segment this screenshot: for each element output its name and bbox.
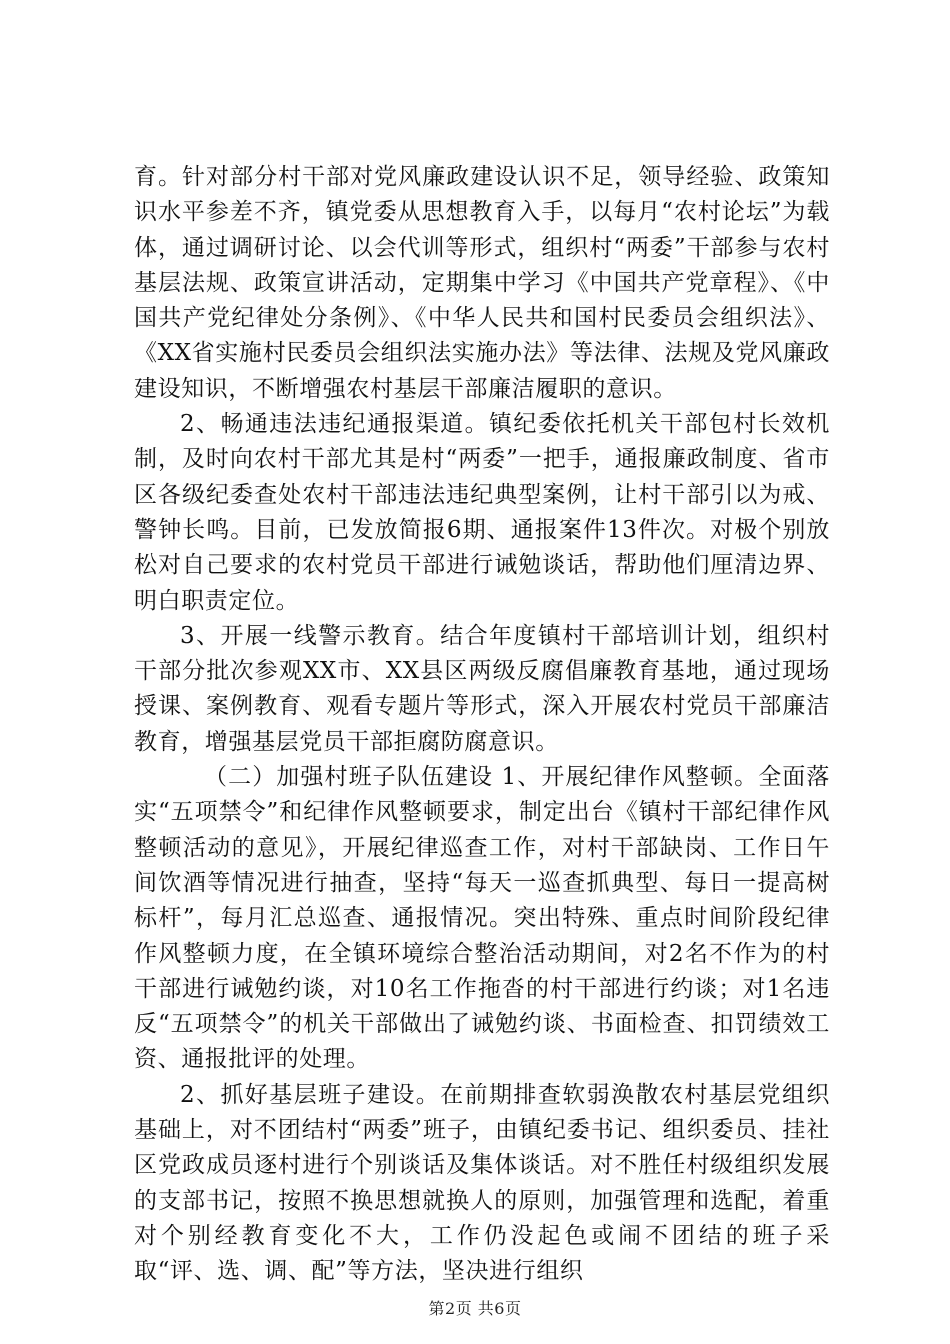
paragraph-section-2-item-2: 2、抓好基层班子建设。在前期排查软弱涣散农村基层党组织基础上，对不团结村“两委”班子，由镇纪委书记、组织委员、挂社区党政成员逐村进行个别谈话及集体谈话。对不胜任村级组织发展的支部书记，按照不换思想就换人的原则，加强管理和选配，着重对个别经教育变化不大，工作仍没起色或闹不团结的班子采取“评、选、调、配”等方法，坚决进行组织: [134, 1081, 830, 1285]
paragraph-section-2: （二）加强村班子队伍建设 1、开展纪律作风整顿。全面落实“五项禁令”和纪律作风整顿要求，制定出台《镇村干部纪律作风整顿活动的意见》，开展纪律巡查工作，对村干部缺岗、工作日午间饮酒等情况进行抽查，坚持“每天一巡查抓典型、每日一提高树标杆”，每月汇总巡查、通报情况。突出特殊、重点时间阶段纪律作风整顿力度，在全镇环境综合整治活动期间，对2名不作为的村干部进行诫勉约谈，对10名工作拖沓的村干部进行约谈；对1名违反“五项禁令”的机关干部做出了诫勉约谈、书面检查、扣罚绩效工资、通报批评的处理。: [134, 764, 830, 1073]
paragraph-continuation: 育。针对部分村干部对党风廉政建设认识不足，领导经验、政策知识水平参差不齐，镇党委从思想教育入手，以每月“农村论坛”为载体，通过调研讨论、以会代训等形式，组织村“两委”干部参与农村基层法规、政策宣讲活动，定期集中学习《中国共产党章程》、《中国共产党纪律处分条例》、《中华人民共和国村民委员会组织法》、《XX省实施村民委员会组织法实施办法》等法律、法规及党风廉政建设知识，不断增强农村基层干部廉洁履职的意识。: [134, 164, 830, 402]
page-footer: 第2页 共6页: [428, 1299, 522, 1318]
document-body: [134, 160, 830, 1290]
paragraph-item-3: 3、开展一线警示教育。结合年度镇村干部培训计划，组织村干部分批次参观XX市、XX县区两级反腐倡廉教育基地，通过现场授课、案例教育、观看专题片等形式，深入开展农村党员干部廉洁教育，增强基层党员干部拒腐防腐意识。: [134, 622, 830, 755]
paragraph-item-2: 2、畅通违法违纪通报渠道。镇纪委依托机关干部包村长效机制，及时向农村干部尤其是村“两委”一把手，通报廉政制度、省市区各级纪委查处农村干部违法违纪典型案例，让村干部引以为戒、警钟长鸣。目前，已发放简报6期、通报案件13件次。对极个别放松对自己要求的农村党员干部进行诫勉谈话，帮助他们厘清边界、明白职责定位。: [134, 411, 830, 614]
